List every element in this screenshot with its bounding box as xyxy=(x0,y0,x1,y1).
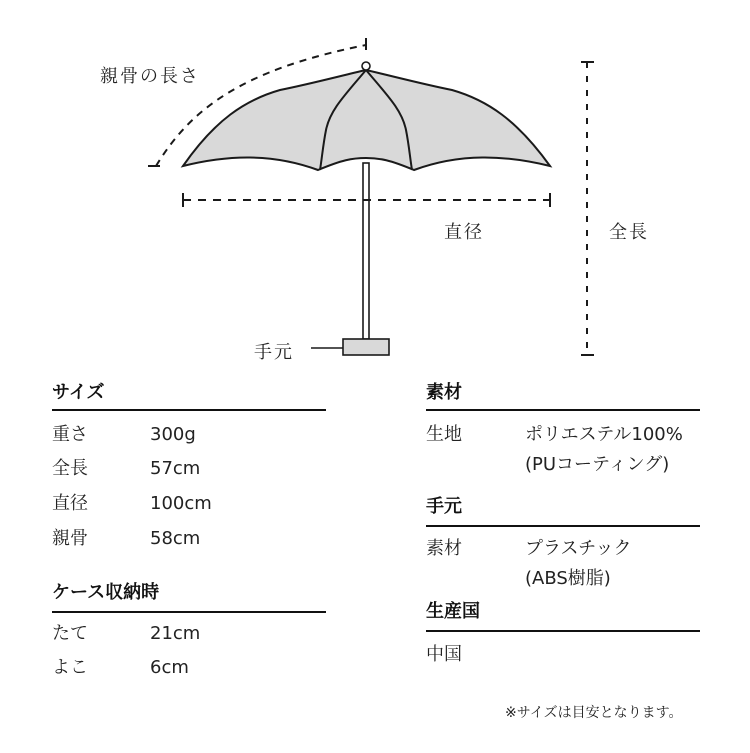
umbrella-diagram xyxy=(0,0,750,370)
umbrella-shaft xyxy=(363,163,369,339)
size-divider xyxy=(52,409,326,411)
case-row-value: 21cm xyxy=(150,623,201,644)
origin-divider xyxy=(426,630,700,632)
case-divider xyxy=(52,611,326,613)
origin-title: 生産国 xyxy=(426,601,480,622)
size-row-key: 直径 xyxy=(52,493,88,514)
size-row-value: 58cm xyxy=(150,528,201,549)
size-row-key: 重さ xyxy=(52,424,88,445)
size-row-key: 全長 xyxy=(52,458,88,479)
handle-row-value-line2: (ABS樹脂) xyxy=(525,568,611,589)
material-row-value-line2: (PUコーティング) xyxy=(525,454,670,475)
umbrella-handle xyxy=(311,339,389,355)
material-row-value-line1: ポリエステル100% xyxy=(525,424,683,445)
size-title: サイズ xyxy=(52,382,105,403)
total-length-dimension xyxy=(581,62,594,355)
case-title: ケース収納時 xyxy=(52,582,160,603)
material-title: 素材 xyxy=(426,382,462,403)
size-note: ※サイズは目安となります。 xyxy=(505,705,683,721)
umbrella-illustration xyxy=(0,0,750,370)
total-length-label: 全長 xyxy=(609,222,649,243)
size-row-value: 57cm xyxy=(150,458,201,479)
origin-value: 中国 xyxy=(426,644,462,665)
handle-title: 手元 xyxy=(426,496,462,517)
umbrella-canopy xyxy=(183,62,550,170)
case-row-key: たて xyxy=(52,623,88,644)
handle-row-key: 素材 xyxy=(426,538,462,559)
case-row-key: よこ xyxy=(52,657,88,678)
diameter-label: 直径 xyxy=(444,222,484,243)
material-row-key: 生地 xyxy=(426,424,462,445)
handle-divider xyxy=(426,525,700,527)
size-row-value: 100cm xyxy=(150,493,212,514)
case-row-value: 6cm xyxy=(150,657,189,678)
handle-label: 手元 xyxy=(254,342,294,363)
size-row-value: 300g xyxy=(150,424,196,445)
handle-row-value-line1: プラスチック xyxy=(525,538,632,559)
rib-length-label: 親骨の長さ xyxy=(100,66,200,87)
size-row-key: 親骨 xyxy=(52,528,88,549)
material-divider xyxy=(426,409,700,411)
